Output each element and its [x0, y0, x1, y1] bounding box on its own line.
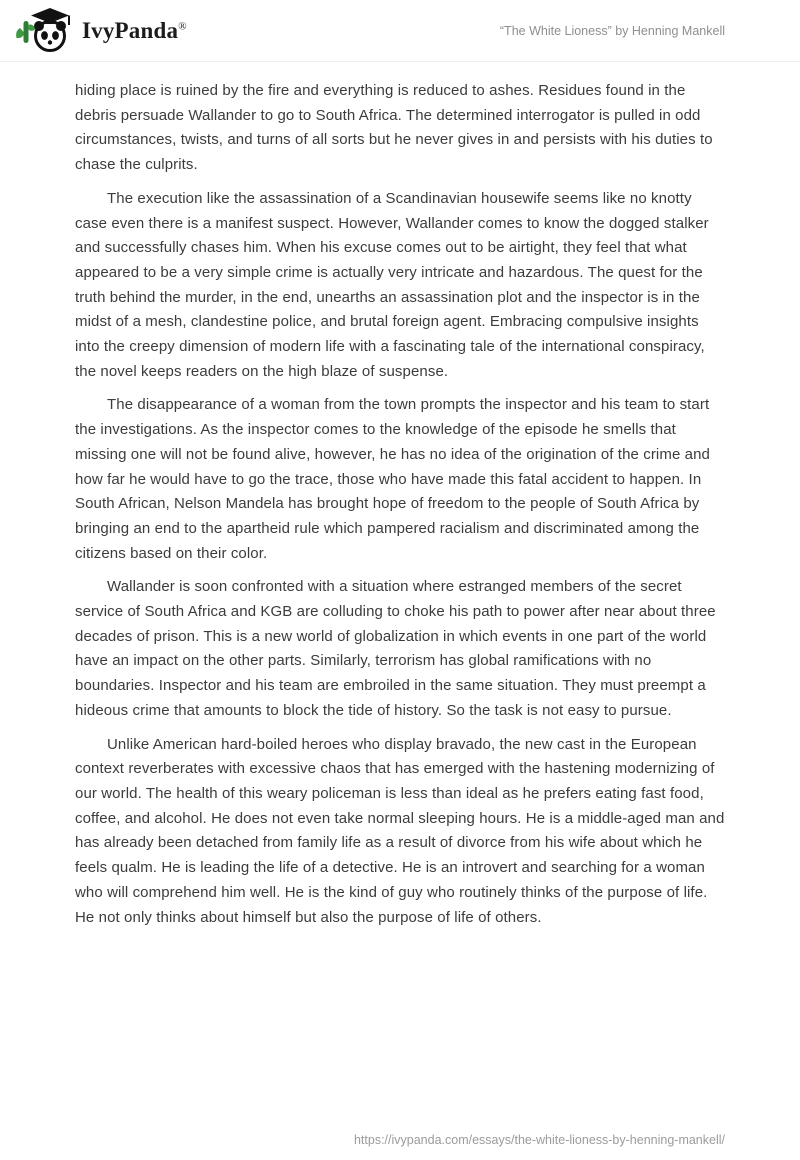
registered-mark: ® [178, 19, 187, 32]
essay-body [0, 62, 800, 930]
header [0, 0, 800, 62]
brand-name [82, 18, 187, 44]
paragraph: Unlike American hard-boiled heroes who display bravado, the new cast in the European context reverberates with excessive chaos that has emerged with the hastening modernizing of our world. The health of this weary policeman is less than ideal as he prefers eating fast food, coffee, and alcohol. He does not even take normal sleeping hours. He is a middle-aged man and has already been detached from family life as a result of divorce from his wife about which he feels qualm. He is leading the life of a detective. He is an introvert and searching for a woman who will comprehend him well. He is the kind of guy who routinely thinks of the purpose of life. He not only thinks about himself but also the purpose of life of others. [75, 735, 725, 926]
brand-area [14, 7, 187, 55]
ivypanda-logo-icon [14, 7, 72, 55]
paragraph: The disappearance of a woman from the town prompts the inspector and his team to start the investigations. As the inspector comes to the knowledge of the episode he smells that missing one will not be found alive, however, he has no idea of the origination of the crime and how far he would have to go the trace, those who have made this fatal accident to happen. In South African, Nelson Mandela has brought hope of freedom to the people of South Africa by bringing an end to the apartheid rule which pampered racialism and discriminated among the citizens based on their color. [75, 396, 710, 562]
paragraph: Wallander is soon confronted with a situation where estranged members of the secret service of South Africa and KGB are colluding to choke his path to power after near about three decades of prison. This is a new world of globalization in which events in one part of the world have an impact on the other parts. Similarly, terrorism has global ramifications with no boundaries. Inspector and his team are embroiled in the same situation. They must preempt a hideous crime that amounts to block the tide of history. So the task is not easy to pursue. [75, 578, 716, 719]
paragraph: hiding place is ruined by the fire and everything is reduced to ashes. Residues found in the debris persuade Wallander to go to South Africa. The determined interrogator is pulled in odd circumstances, twists, and turns of all sorts but he never gives in and persists with his duties to chase the culprits. [75, 82, 713, 174]
paragraph: The execution like the assassination of a Scandinavian housewife seems like no knotty case even there is a manifest suspect. However, Wallander comes to know the dogged stalker and successfully chases him. When his excuse comes out to be airtight, they feel that what appeared to be a very simple crime is actually very intricate and hazardous. The quest for the truth behind the murder, in the end, unearths an assassination plot and the inspector is in the midst of a mesh, clandestine police, and brutal foreign agent. Embracing compulsive insights into the creepy dimension of modern life with a fascinating tale of the international conspiracy, the novel keeps readers on the high blaze of suspense. [75, 189, 709, 380]
document-title: “The White Lioness” by Henning Mankell [499, 23, 725, 38]
source-url: https://ivypanda.com/essays/the-white-lioness-by-henning-mankell/ [353, 1133, 725, 1147]
brand-text: IvyPanda [82, 17, 179, 43]
